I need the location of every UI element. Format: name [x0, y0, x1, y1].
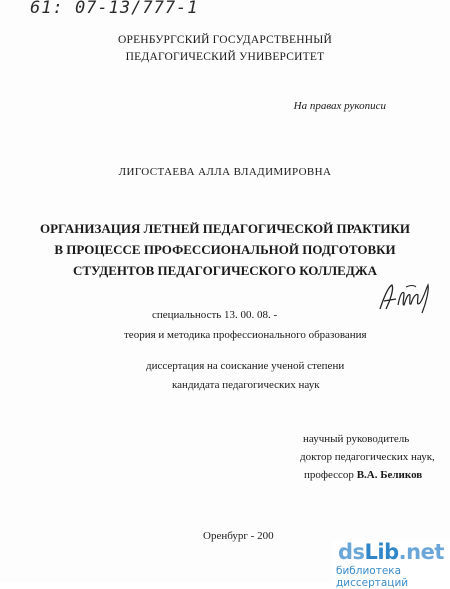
- handwritten-signature: [376, 279, 436, 317]
- dissertation-title: [0, 218, 450, 281]
- author-name: ЛИГОСТАЕВА АЛЛА ВЛАДИМИРОВНА: [118, 166, 332, 178]
- watermark-subtitle: библиотека диссертаций: [336, 565, 409, 589]
- dslib-logo: [338, 540, 444, 564]
- dissertation-purpose-line-1: диссертация на соискание ученой степени: [146, 360, 345, 372]
- supervisor-name-line: [300, 466, 435, 484]
- supervisor-degree: доктор педагогических наук,: [300, 451, 435, 463]
- logo-part-ds: ds: [338, 540, 365, 564]
- supervisor-block: [300, 430, 435, 484]
- specialty-code: специальность 13. 00. 08. -: [152, 309, 278, 321]
- university-name-line-1: ОРЕНБУРГСКИЙ ГОСУДАРСТВЕННЫЙ: [117, 34, 332, 46]
- supervisor-name: В.А. Беликов: [356, 469, 423, 481]
- logo-part-lib: Lib: [364, 540, 399, 564]
- archive-code-handwritten: 61: 07-13/777-1: [30, 0, 199, 18]
- specialty-name: теория и методика профессионального образования: [124, 329, 367, 341]
- university-name-line-2: ПЕДАГОГИЧЕСКИЙ УНИВЕРСИТЕТ: [125, 51, 325, 63]
- supervisor-title: профессор: [304, 469, 357, 481]
- logo-part-net: .net: [398, 540, 444, 564]
- supervisor-role: научный руководитель: [303, 433, 410, 445]
- title-line-2: В ПРОЦЕССЕ ПРОФЕССИОНАЛЬНОЙ ПОДГОТОВКИ: [54, 242, 396, 257]
- dslib-watermark: [332, 540, 450, 589]
- dissertation-purpose-line-2: кандидата педагогических наук: [172, 379, 320, 391]
- title-line-1: ОРГАНИЗАЦИЯ ЛЕТНЕЙ ПЕДАГОГИЧЕСКОЙ ПРАКТИКИ: [39, 221, 411, 236]
- rights-note: На правах рукописи: [293, 100, 386, 112]
- city-year: Оренбург - 200: [203, 530, 274, 542]
- title-line-3: СТУДЕНТОВ ПЕДАГОГИЧЕСКОГО КОЛЛЕДЖА: [72, 263, 378, 278]
